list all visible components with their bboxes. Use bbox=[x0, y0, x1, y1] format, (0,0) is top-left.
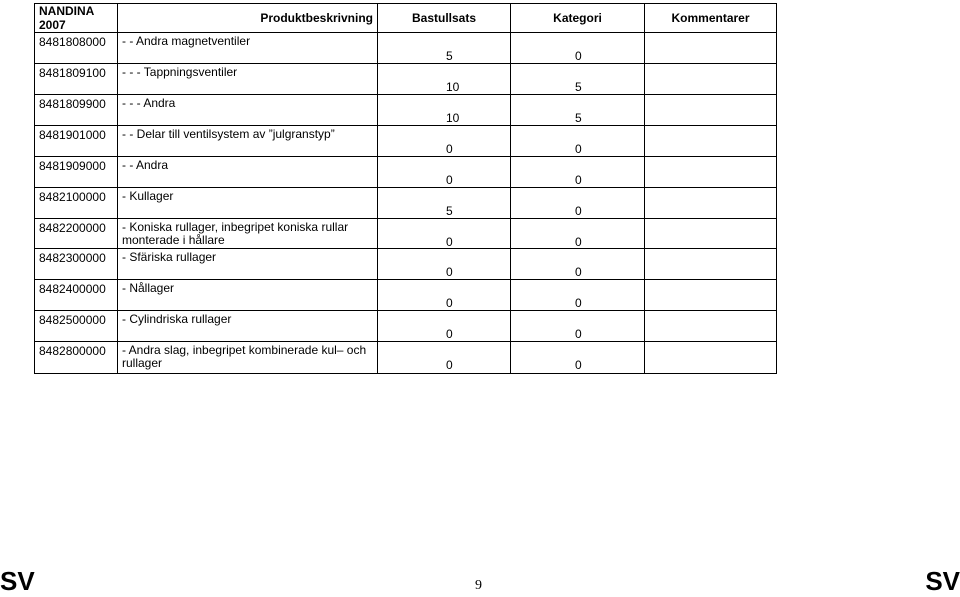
table-row bbox=[35, 249, 777, 280]
cell-code: 8482400000 bbox=[35, 280, 118, 311]
cell-description: - Koniska rullager, inbegripet koniska rullar monterade i hållare bbox=[118, 219, 378, 249]
header-nandina: NANDINA 2007 bbox=[35, 4, 118, 33]
cell-kommentarer bbox=[645, 126, 777, 157]
cell-bastullsats: 0 bbox=[378, 219, 511, 249]
cell-code: 8481808000 bbox=[35, 33, 118, 64]
cell-code: 8482200000 bbox=[35, 219, 118, 249]
cell-bastullsats: 5 bbox=[378, 33, 511, 64]
cell-description: - Andra slag, inbegripet kombinerade kul– och rullager bbox=[118, 342, 378, 374]
cell-kommentarer bbox=[645, 342, 777, 374]
tariff-table bbox=[34, 3, 777, 374]
cell-kommentarer bbox=[645, 95, 777, 126]
cell-kategori: 0 bbox=[511, 157, 645, 188]
table-row bbox=[35, 33, 777, 64]
table-row bbox=[35, 95, 777, 126]
cell-bastullsats: 10 bbox=[378, 95, 511, 126]
table-header-row bbox=[35, 4, 777, 33]
table-row bbox=[35, 280, 777, 311]
cell-code: 8482100000 bbox=[35, 188, 118, 219]
cell-kategori: 0 bbox=[511, 219, 645, 249]
cell-code: 8481809900 bbox=[35, 95, 118, 126]
cell-kommentarer bbox=[645, 33, 777, 64]
cell-description: - Cylindriska rullager bbox=[118, 311, 378, 342]
cell-description: - - - Tappningsventiler bbox=[118, 64, 378, 95]
page-number: 9 bbox=[475, 578, 482, 593]
cell-bastullsats: 0 bbox=[378, 280, 511, 311]
cell-kategori: 5 bbox=[511, 95, 645, 126]
cell-bastullsats: 0 bbox=[378, 311, 511, 342]
cell-description: - Kullager bbox=[118, 188, 378, 219]
footer-language-right: SV bbox=[925, 566, 960, 596]
header-kategori: Kategori bbox=[511, 4, 645, 33]
cell-bastullsats: 0 bbox=[378, 342, 511, 374]
cell-kategori: 0 bbox=[511, 311, 645, 342]
cell-kategori: 0 bbox=[511, 280, 645, 311]
cell-kategori: 0 bbox=[511, 33, 645, 64]
cell-kommentarer bbox=[645, 219, 777, 249]
cell-kategori: 0 bbox=[511, 126, 645, 157]
cell-description: - Nållager bbox=[118, 280, 378, 311]
cell-code: 8482500000 bbox=[35, 311, 118, 342]
cell-kommentarer bbox=[645, 311, 777, 342]
table-row bbox=[35, 64, 777, 95]
cell-description: - - Andra bbox=[118, 157, 378, 188]
table-row bbox=[35, 342, 777, 374]
cell-bastullsats: 0 bbox=[378, 126, 511, 157]
table-row bbox=[35, 157, 777, 188]
cell-description: - Sfäriska rullager bbox=[118, 249, 378, 280]
cell-kategori: 5 bbox=[511, 64, 645, 95]
cell-bastullsats: 5 bbox=[378, 188, 511, 219]
table-row bbox=[35, 126, 777, 157]
table-row bbox=[35, 219, 777, 249]
cell-code: 8482300000 bbox=[35, 249, 118, 280]
header-bastullsats: Bastullsats bbox=[378, 4, 511, 33]
cell-kommentarer bbox=[645, 249, 777, 280]
header-kommentarer: Kommentarer bbox=[645, 4, 777, 33]
cell-kommentarer bbox=[645, 188, 777, 219]
cell-kategori: 0 bbox=[511, 342, 645, 374]
cell-bastullsats: 0 bbox=[378, 249, 511, 280]
cell-code: 8481909000 bbox=[35, 157, 118, 188]
cell-kommentarer bbox=[645, 280, 777, 311]
cell-kommentarer bbox=[645, 64, 777, 95]
table-row bbox=[35, 311, 777, 342]
cell-kommentarer bbox=[645, 157, 777, 188]
cell-code: 8482800000 bbox=[35, 342, 118, 374]
cell-code: 8481809100 bbox=[35, 64, 118, 95]
cell-bastullsats: 10 bbox=[378, 64, 511, 95]
cell-description: - - Andra magnetventiler bbox=[118, 33, 378, 64]
header-produktbeskrivning: Produktbeskrivning bbox=[118, 4, 378, 33]
table-row bbox=[35, 188, 777, 219]
cell-kategori: 0 bbox=[511, 188, 645, 219]
cell-kategori: 0 bbox=[511, 249, 645, 280]
footer-language-left: SV bbox=[0, 566, 35, 596]
cell-bastullsats: 0 bbox=[378, 157, 511, 188]
cell-code: 8481901000 bbox=[35, 126, 118, 157]
cell-description: - - Delar till ventilsystem av ”julgranstyp” bbox=[118, 126, 378, 157]
cell-description: - - - Andra bbox=[118, 95, 378, 126]
